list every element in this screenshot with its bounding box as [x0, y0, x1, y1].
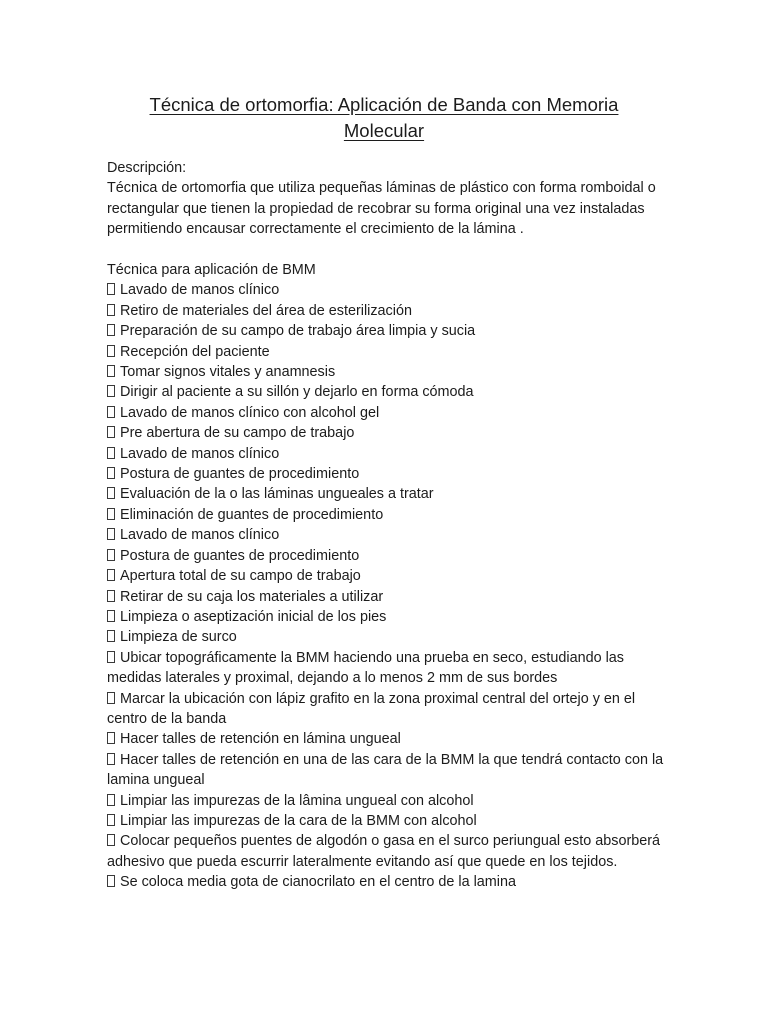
- step-text: Dirigir al paciente a su sillón y dejarlo en forma cómoda: [120, 384, 474, 401]
- unchecked-box-icon: [107, 508, 115, 520]
- step-item: [107, 811, 667, 831]
- step-text: Limpiar las impurezas de la lâmina ungueal con alcohol: [120, 792, 474, 809]
- description-label: Descripción:: [107, 160, 187, 176]
- step-text: Limpieza o aseptización inicial de los pies: [120, 608, 387, 625]
- step-text: Evaluación de la o las láminas ungueales a tratar: [120, 486, 434, 503]
- step-text: Limpieza de surco: [120, 629, 237, 646]
- steps-list: [107, 280, 667, 892]
- step-item: [107, 423, 667, 443]
- step-item: [107, 464, 667, 484]
- unchecked-box-icon: [107, 324, 115, 336]
- step-text: Hacer talles de retención en una de las cara de la BMM la que tendrá contacto con la lamina ungueal: [107, 751, 664, 789]
- unchecked-box-icon: [107, 467, 115, 479]
- step-item: [107, 484, 667, 504]
- unchecked-box-icon: [107, 283, 115, 295]
- unchecked-box-icon: [107, 385, 115, 397]
- step-text: Retirar de su caja los materiales a utilizar: [120, 588, 384, 605]
- document-title: Técnica de ortomorfia: Aplicación de Banda con Memoria Molecular: [149, 94, 619, 141]
- unchecked-box-icon: [107, 590, 115, 602]
- step-text: Se coloca media gota de cianocrilato en el centro de la lamina: [120, 874, 516, 891]
- unchecked-box-icon: [107, 447, 115, 459]
- step-text: Postura de guantes de procedimiento: [120, 547, 360, 564]
- step-item: [107, 444, 667, 464]
- step-item: [107, 587, 667, 607]
- step-text: Tomar signos vitales y anamnesis: [120, 364, 336, 381]
- unchecked-box-icon: [107, 875, 115, 887]
- step-item: [107, 362, 667, 382]
- step-text: Limpiar las impurezas de la cara de la BMM con alcohol: [120, 812, 477, 829]
- step-text: Lavado de manos clínico: [120, 445, 280, 462]
- step-text: Lavado de manos clínico con alcohol gel: [120, 404, 380, 421]
- step-item: [107, 505, 667, 525]
- step-text: Marcar la ubicación con lápiz grafito en la zona proximal central del ortejo y en el centro de la banda: [107, 690, 636, 727]
- unchecked-box-icon: [107, 732, 115, 744]
- step-text: Recepción del paciente: [120, 343, 270, 360]
- step-text: Ubicar topográficamente la BMM haciendo una prueba en seco, estudiando las medidas laterales y proximal, dejando a lo menos 2 mm de sus bordes: [107, 649, 624, 687]
- unchecked-box-icon: [107, 630, 115, 642]
- unchecked-box-icon: [107, 345, 115, 357]
- description-text: Técnica de ortomorfia que utiliza pequeñas láminas de plástico con forma romboidal o rectangular que tienen la propiedad de recobrar su forma original una vez instaladas permitiendo encausar correctamente el crecimiento de la lámina .: [107, 180, 656, 238]
- paragraph-spacer: [107, 240, 667, 260]
- step-text: Colocar pequeños puentes de algodón o gasa en el surco periungual esto absorberá adhesivo que pueda escurrir lateralmente evitando así que quede en los tejidos.: [107, 833, 661, 870]
- step-item: [107, 750, 667, 791]
- step-text: Hacer talles de retención en lámina ungueal: [120, 731, 401, 748]
- step-item: [107, 872, 667, 892]
- step-item: [107, 382, 667, 402]
- step-item: [107, 831, 667, 872]
- step-text: Preparación de su campo de trabajo área limpia y sucia: [120, 323, 476, 340]
- unchecked-box-icon: [107, 834, 115, 846]
- technique-heading: Técnica para aplicación de BMM: [107, 262, 316, 279]
- unchecked-box-icon: [107, 794, 115, 806]
- unchecked-box-icon: [107, 549, 115, 561]
- unchecked-box-icon: [107, 610, 115, 622]
- step-item: [107, 729, 667, 749]
- unchecked-box-icon: [107, 569, 115, 581]
- step-item: [107, 627, 667, 647]
- step-item: [107, 342, 667, 362]
- step-text: Pre abertura de su campo de trabajo: [120, 425, 355, 442]
- step-text: Apertura total de su campo de trabajo: [120, 568, 361, 585]
- step-item: [107, 546, 667, 566]
- unchecked-box-icon: [107, 651, 115, 663]
- unchecked-box-icon: [107, 406, 115, 418]
- step-text: Lavado de manos clínico: [120, 282, 280, 299]
- step-item: [107, 648, 667, 689]
- step-item: [107, 280, 667, 300]
- unchecked-box-icon: [107, 365, 115, 377]
- unchecked-box-icon: [107, 753, 115, 765]
- unchecked-box-icon: [107, 692, 115, 704]
- unchecked-box-icon: [107, 528, 115, 540]
- unchecked-box-icon: [107, 487, 115, 499]
- step-item: [107, 321, 667, 341]
- step-item: [107, 607, 667, 627]
- step-item: [107, 525, 667, 545]
- unchecked-box-icon: [107, 304, 115, 316]
- step-item: [107, 689, 667, 730]
- step-text: Postura de guantes de procedimiento: [120, 466, 360, 483]
- step-text: Lavado de manos clínico: [120, 527, 280, 544]
- step-item: [107, 566, 667, 586]
- unchecked-box-icon: [107, 426, 115, 438]
- unchecked-box-icon: [107, 814, 115, 826]
- step-text: Eliminación de guantes de procedimiento: [120, 506, 384, 523]
- step-item: [107, 791, 667, 811]
- document-body: [107, 158, 667, 893]
- step-item: [107, 301, 667, 321]
- step-item: [107, 403, 667, 423]
- step-text: Retiro de materiales del área de esterilización: [120, 302, 412, 319]
